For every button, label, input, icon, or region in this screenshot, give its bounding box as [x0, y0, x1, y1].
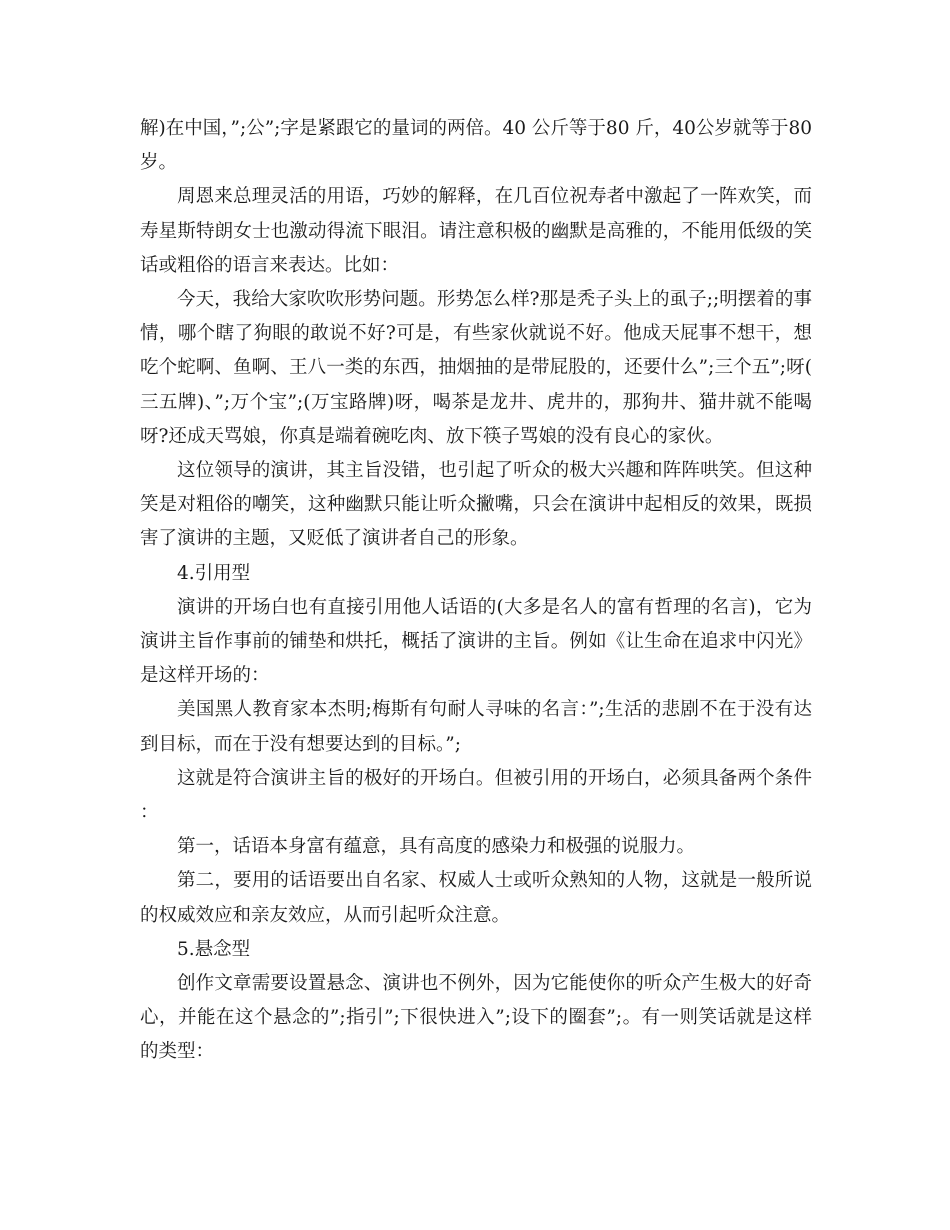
paragraph-quote: 美国黑人教育家本杰明;梅斯有句耐人寻味的名言：”;生活的悲剧不在于没有达到目标，而在于没有想要达到的目标。”;: [140, 699, 812, 755]
paragraph: 周恩来总理灵活的用语，巧妙的解释，在几百位祝寿者中激起了一阵欢笑，而寿星斯特朗女士也激动得流下眼泪。请注意积极的幽默是高雅的，不能用低级的笑话或粗俗的语言来表达。比如：: [140, 186, 812, 276]
paragraph: 这就是符合演讲主旨的极好的开场白。但被引用的开场白，必须具备两个条件：: [140, 767, 812, 824]
paragraph: 第一，话语本身富有蕴意，具有高度的感染力和极强的说服力。: [177, 836, 696, 858]
paragraph: 演讲的开场白也有直接引用他人话语的(大多是名人的富有哲理的名言)，它为演讲主旨作事前的铺垫和烘托，概括了演讲的主旨。例如《让生命在追求中闪光》是这样开场的：: [140, 596, 812, 687]
paragraph-quote: 今天，我给大家吹吹形势问题。形势怎么样?那是秃子头上的虱子;;明摆着的事情，哪个瞎了狗眼的敢说不好?可是，有些家伙就说不好。他成天屁事不想干，想吃个蛇啊、鱼啊、王八一类的东西，抽烟抽的是带屁股的，还要什么”;三个五”;呀(三五牌)、”;万个宝”;(万宝路牌)呀，喝茶是龙井、虎井的，那狗井、猫井就不能喝呀?还成天骂娘，你真是端着碗吃肉、放下筷子骂娘的没有良心的家伙。: [140, 289, 812, 447]
paragraph: 第二，要用的话语要出自名家、权威人士或听众熟知的人物，这就是一般所说的权威效应和亲友效应，从而引起听众注意。: [140, 870, 812, 926]
document-body: [140, 112, 812, 1070]
paragraph: 创作文章需要设置悬念、演讲也不例外，因为它能使你的听众产生极大的好奇心，并能在这个悬念的”;指引”;下很快进入”;设下的圈套”;。有一则笑话就是这样的类型：: [140, 973, 812, 1063]
section-heading: 5.悬念型: [177, 938, 251, 960]
paragraph-continuation: 解)在中国，”;公”;字是紧跟它的量词的两倍。40 公斤等于80 斤，40公岁就等于80 岁。: [140, 118, 812, 174]
paragraph: 这位领导的演讲，其主旨没错，也引起了听众的极大兴趣和阵阵哄笑。但这种笑是对粗俗的嘲笑，这种幽默只能让听众撇嘴，只会在演讲中起相反的效果，既损害了演讲的主题，又贬低了演讲者自己的形象。: [140, 460, 812, 550]
section-heading: 4.引用型: [177, 562, 251, 584]
